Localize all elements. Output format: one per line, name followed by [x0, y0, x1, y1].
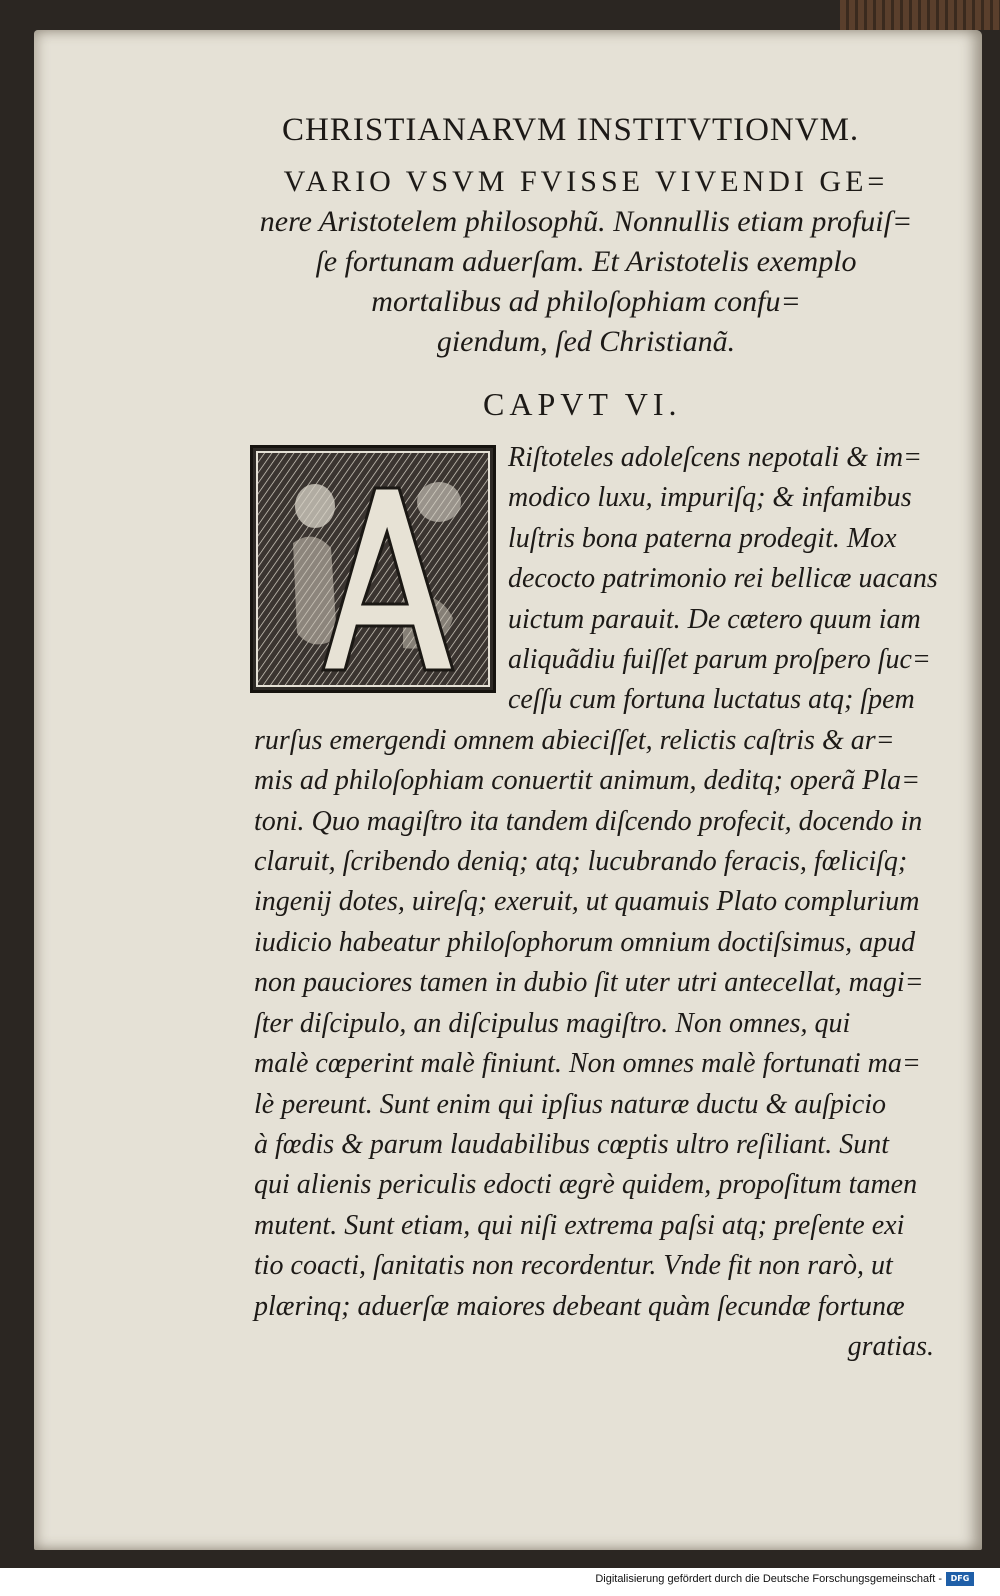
text-line: gratias. — [847, 1330, 934, 1362]
text-line: claruit, ſcribendo deniq; atq; lucubrando feracis, fœliciſq; — [254, 846, 908, 878]
running-head: CHRISTIANARVM INSTITVTIONVM. — [282, 112, 860, 148]
text-line: plærinq; aduerſæ maiores debeant quàm ſecundæ fortunæ — [254, 1290, 905, 1322]
summary-line: nere Aristotelem philosophũ. Nonnullis etiam profuiſ= — [259, 205, 913, 238]
text-line: malè cœperint malè finiunt. Non omnes malè fortunati ma= — [254, 1048, 921, 1080]
book-edge — [840, 0, 1000, 30]
text-line: ceſſu cum fortuna luctatus atq; ſpem — [508, 684, 915, 716]
text-line: lè pereunt. Sunt enim qui ipſius naturæ ductu & auſpicio — [254, 1088, 887, 1120]
text-line: uictum parauit. De cætero quum iam — [508, 603, 921, 635]
text-line: mis ad philoſophiam conuertit animum, deditq; operã Pla= — [254, 765, 920, 797]
text-line: aliquãdiu fuiſſet parum proſpero ſuc= — [508, 644, 931, 676]
text-line: ingenij dotes, uireſq; exeruit, ut quamuis Plato complurium — [254, 886, 920, 918]
dfg-logo: DFG — [946, 1572, 974, 1586]
text-line: modico luxu, impuriſq; & infamibus — [508, 482, 912, 514]
text-line: ſter diſcipulo, an diſcipulus magiſtro. Non omnes, qui — [254, 1007, 851, 1039]
summary-line: ſe fortunam aduerſam. Et Aristotelis exemplo — [315, 245, 857, 278]
text-line: non pauciores tamen in dubio ſit uter utri antecellat, magi= — [254, 967, 924, 999]
text-line: decocto patrimonio rei bellicæ uacans — [508, 563, 938, 595]
summary-line-caps: VARIO VSVM FVISSE VIVENDI GE= — [283, 165, 889, 198]
digitization-credit: Digitalisierung gefördert durch die Deutsche Forschungsgemeinschaft - — [595, 1573, 942, 1585]
summary-line: mortalibus ad philoſophiam confu= — [371, 285, 801, 318]
text-line: mutent. Sunt etiam, qui niſi extrema paſsi atq; preſente exi — [254, 1209, 905, 1241]
text-line: tio coacti, ſanitatis non recordentur. Vnde fit non rarò, ut — [254, 1250, 893, 1282]
text-line: qui alienis periculis edocti ægrè quidem, propoſitum tamen — [254, 1169, 918, 1201]
chapter-heading: CAPVT VI. — [483, 386, 682, 422]
text-line: iudicio habeatur philoſophorum omnium doctiſsimus, apud — [254, 926, 916, 958]
text-line: à fœdis & parum laudabilibus cœptis ultro reſiliant. Sunt — [254, 1128, 889, 1160]
text-line: luſtris bona paterna prodegit. Mox — [508, 522, 897, 554]
summary-line: giendum, ſed Christianã. — [436, 325, 736, 358]
text-line: Riſtoteles adoleſcens nepotali & im= — [508, 442, 922, 473]
text-line: rurſus emergendi omnem abieciſſet, relictis caſtris & ar= — [254, 724, 895, 756]
chapter-summary — [236, 162, 936, 362]
text-line: toni. Quo magiſtro ita tandem diſcendo profecit, docendo in — [254, 805, 923, 837]
body-text — [254, 438, 944, 1367]
